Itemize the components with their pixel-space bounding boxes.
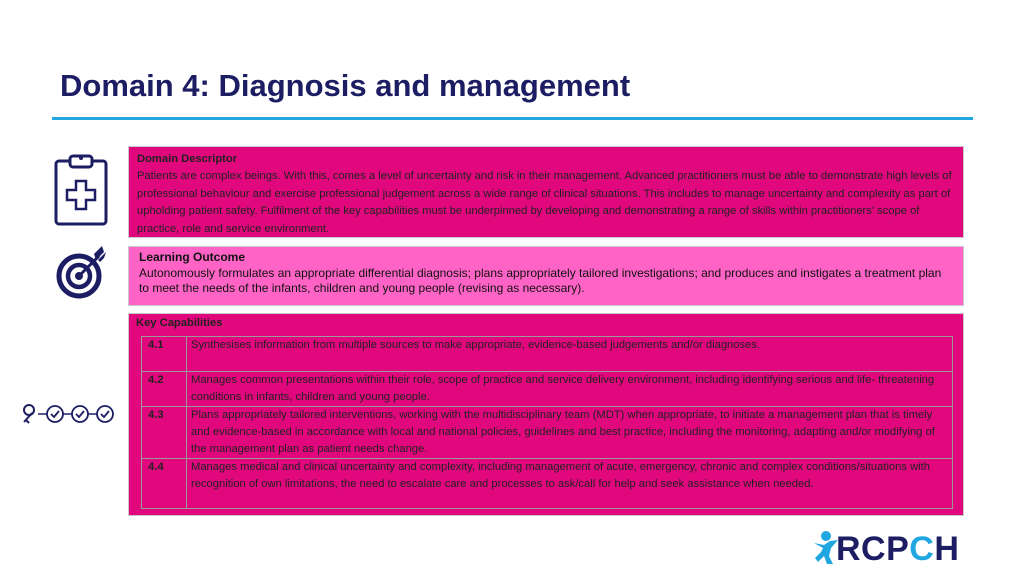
capability-text: Plans appropriately tailored interventions, working with the multidisciplinary team (MDT) when appropriate, to initiate a management plan that is timely and evidence-based in accordance with local and national policies, guidelines and best practice, including the monitoring, adapting and/or modifying of the management plan as patient needs change.	[187, 407, 953, 459]
capability-number: 4.4	[142, 459, 187, 509]
target-arrow-icon	[56, 244, 108, 300]
clipboard-medical-cross-icon	[52, 153, 110, 227]
domain-descriptor-heading: Domain Descriptor	[137, 153, 238, 165]
key-capabilities-table	[141, 336, 953, 509]
capability-number: 4.2	[142, 372, 187, 407]
capability-text: Manages common presentations within their role, scope of practice and service delivery environment, including identifying serious and life- threatening conditions in infants, children and young people.	[187, 372, 953, 407]
learning-outcome-text: Autonomously formulates an appropriate differential diagnosis; plans appropriately tailored investigations; and produces and instigates a treatment plan to meet the needs of the infants, children and young people (revising as necessary).	[139, 265, 942, 296]
table-row	[142, 372, 953, 407]
capability-text: Manages medical and clinical uncertainty and complexity, including management of acute, emergency, chronic and complex conditions/situations with recognition of own limitations, the need to escalate care and processes to ask/call for help and seek assistance when needed.	[187, 459, 953, 509]
table-row	[142, 337, 953, 372]
capability-number: 4.3	[142, 407, 187, 459]
slide-title: Domain 4: Diagnosis and management	[60, 68, 631, 103]
capability-text: Synthesises information from multiple sources to make appropriate, evidence-based judgements and/or diagnoses.	[187, 337, 953, 372]
domain-descriptor-text: Patients are complex beings. With this, comes a level of uncertainty and risk in their management. Advanced practitioners must be able to demonstrate high levels of professional behaviour and exercise professional judgement across a wide range of clinical situations. This includes to manage uncertainty and complexity as part of upholding patient safety. Fulfilment of the key capabilities must be underpinned by developing and demonstrating a range of skills within practitioners' scope of practice, role and service environment.	[137, 170, 952, 235]
key-checklist-icon	[20, 402, 116, 426]
learning-outcome-heading: Learning Outcome	[139, 250, 246, 264]
capability-number: 4.1	[142, 337, 187, 372]
key-capabilities-heading: Key Capabilities	[136, 317, 223, 329]
domain-descriptor-box	[128, 146, 964, 238]
rcpch-logo	[812, 527, 982, 567]
table-row	[142, 407, 953, 459]
table-row	[142, 459, 953, 509]
child-figure-icon	[814, 531, 838, 564]
svg-text:RCPCH: RCPCH	[836, 530, 960, 567]
key-capabilities-box	[128, 313, 964, 516]
learning-outcome-box	[128, 246, 964, 306]
title-underline	[52, 117, 973, 120]
